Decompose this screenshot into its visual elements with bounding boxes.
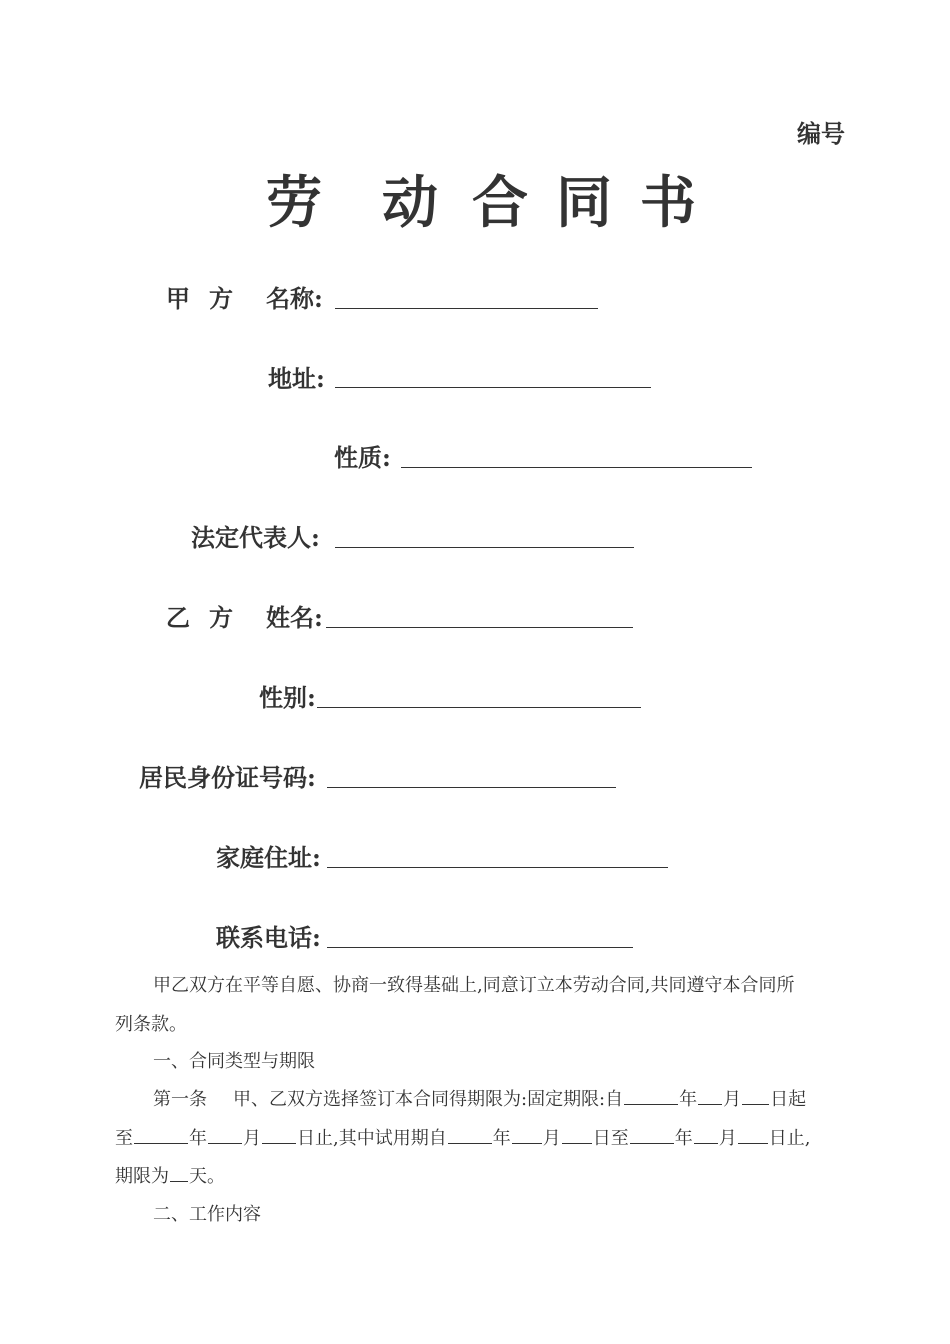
party-b-gender-field[interactable] (317, 707, 641, 708)
probation-text: 日止,其中试用期自 (297, 1128, 447, 1149)
month-text: 月 (718, 1128, 737, 1149)
probation-start-day-blank[interactable] (562, 1125, 592, 1144)
party-a-tag-1: 甲 (166, 284, 190, 313)
year-text: 年 (679, 1089, 698, 1110)
start-day-blank[interactable] (742, 1086, 769, 1105)
year-text: 年 (674, 1128, 693, 1149)
month-text: 月 (542, 1128, 561, 1149)
article-1-line-1 (153, 1080, 806, 1119)
day-end-text: 日止, (768, 1128, 811, 1149)
day-from-text: 日起 (770, 1089, 807, 1110)
to-text: 至 (115, 1128, 133, 1149)
party-b-name-label: 姓名: (266, 603, 323, 632)
month-text: 月 (723, 1089, 742, 1110)
title-char: 合 (472, 170, 528, 236)
party-b-tag-2: 方 (209, 603, 233, 632)
probation-end-month-blank[interactable] (694, 1125, 718, 1144)
article-1-number: 第一条 (153, 1089, 207, 1110)
party-a-address-field[interactable] (335, 387, 651, 388)
party-a-name-field[interactable] (335, 308, 598, 309)
party-a-legal-rep-label: 法定代表人: (191, 523, 320, 552)
probation-start-year-blank[interactable] (448, 1125, 492, 1144)
party-b-phone-label: 联系电话: (216, 923, 321, 952)
party-b-gender-label: 性别: (259, 683, 316, 712)
intro-paragraph-line-1: 甲乙双方在平等自愿、协商一致得基础上,同意订立本劳动合同,共同遵守本合同所 (153, 975, 795, 996)
document-number-label: 编号 (797, 119, 845, 148)
title-char: 同 (556, 170, 612, 236)
section-heading-1: 一、合同类型与期限 (153, 1051, 315, 1072)
party-b-name-field[interactable] (326, 627, 633, 628)
end-day-blank[interactable] (262, 1125, 296, 1144)
day-to-text: 日至 (592, 1128, 629, 1149)
start-month-blank[interactable] (698, 1086, 722, 1105)
start-year-blank[interactable] (624, 1086, 678, 1105)
party-a-nature-label: 性质: (334, 443, 391, 472)
title-char: 动 (382, 170, 438, 236)
period-days-blank[interactable] (170, 1163, 188, 1182)
party-b-id-field[interactable] (327, 787, 616, 788)
probation-end-year-blank[interactable] (630, 1125, 674, 1144)
probation-end-day-blank[interactable] (738, 1125, 768, 1144)
title-char: 书 (640, 170, 696, 236)
probation-start-month-blank[interactable] (512, 1125, 542, 1144)
period-prefix-text: 期限为 (115, 1166, 169, 1187)
section-heading-2: 二、工作内容 (153, 1204, 261, 1225)
party-b-home-address-label: 家庭住址: (216, 843, 321, 872)
party-a-tag-2: 方 (209, 284, 233, 313)
title-char: 劳 (266, 170, 322, 236)
party-a-address-label: 地址: (268, 364, 325, 393)
party-b-home-address-field[interactable] (327, 867, 668, 868)
party-a-nature-field[interactable] (401, 467, 752, 468)
party-b-phone-field[interactable] (327, 947, 633, 948)
year-text: 年 (189, 1128, 207, 1149)
party-b-id-label: 居民身份证号码: (139, 763, 316, 792)
article-1-line-3 (115, 1157, 225, 1196)
party-a-legal-rep-field[interactable] (335, 547, 634, 548)
year-text: 年 (492, 1128, 511, 1149)
end-month-blank[interactable] (208, 1125, 242, 1144)
days-text: 天。 (189, 1166, 225, 1187)
party-b-tag-1: 乙 (166, 603, 190, 632)
end-year-blank[interactable] (134, 1125, 188, 1144)
article-1-line-2 (115, 1119, 810, 1158)
intro-paragraph-line-2: 列条款。 (115, 1014, 187, 1035)
month-text: 月 (243, 1128, 261, 1149)
party-a-name-label: 名称: (266, 284, 323, 313)
article-1-lead: 甲、乙双方选择签订本合同得期限为:固定期限:自 (233, 1089, 624, 1110)
